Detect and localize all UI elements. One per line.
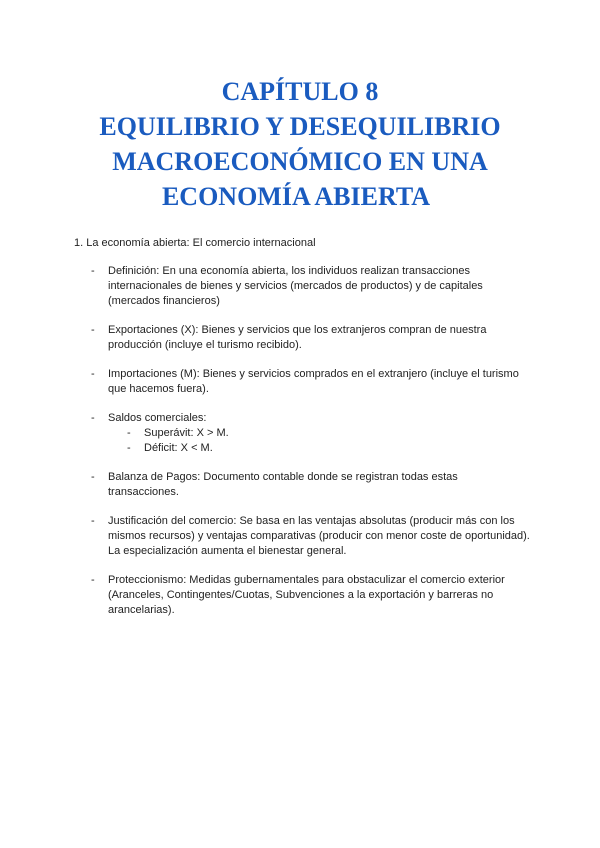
bullet-dash: - [91, 265, 95, 277]
sub-bullet-text: Déficit: X < M. [144, 442, 213, 454]
bullet-text: Balanza de Pagos: Documento contable donde se registran todas estas transacciones. [108, 471, 458, 498]
chapter-title [0, 74, 600, 214]
sub-bullet-item [127, 441, 531, 456]
bullet-text: Importaciones (M): Bienes y servicios comprados en el extranjero (incluye el turismo que hacemos fuera). [108, 368, 519, 395]
section-heading: 1. La economía abierta: El comercio internacional [74, 237, 316, 249]
bullet-dash: - [91, 574, 95, 586]
bullet-item [91, 411, 531, 456]
chapter-title-line: EQUILIBRIO Y DESEQUILIBRIO [99, 112, 501, 141]
bullet-dash: - [91, 324, 95, 336]
bullet-dash: - [91, 412, 95, 424]
bullet-text: Saldos comerciales: [108, 412, 207, 424]
sub-bullet-list [108, 426, 531, 456]
bullet-item [91, 470, 531, 500]
bullet-dash: - [91, 471, 95, 483]
bullet-dash: - [91, 515, 95, 527]
bullet-text: Exportaciones (X): Bienes y servicios que los extranjeros compran de nuestra producción (incluye el turismo recibido). [108, 324, 487, 351]
bullet-dash: - [91, 368, 95, 380]
sub-bullet-item [127, 426, 531, 441]
chapter-title-line: CAPÍTULO 8 [221, 77, 379, 106]
bullet-item [91, 573, 531, 618]
chapter-title-line: ECONOMÍA ABIERTA [161, 182, 431, 211]
bullet-item [91, 514, 531, 559]
bullet-text: Proteccionismo: Medidas gubernamentales para obstaculizar el comercio exterior (Aranceles, Contingentes/Cuotas, Subvenciones a la exportación y barreras no arancelarias). [108, 574, 505, 616]
bullet-list [91, 264, 531, 632]
bullet-text: Justificación del comercio: Se basa en las ventajas absolutas (producir más con los mismos recursos) y ventajas comparativas (producir con menor coste de oportunidad). La especialización aumenta el bienestar general. [108, 515, 530, 557]
bullet-item [91, 264, 531, 309]
sub-bullet-text: Superávit: X > M. [144, 427, 229, 439]
sub-bullet-dash: - [127, 427, 131, 439]
sub-bullet-dash: - [127, 442, 131, 454]
chapter-title-line: MACROECONÓMICO EN UNA [112, 147, 488, 176]
bullet-item [91, 367, 531, 397]
bullet-text: Definición: En una economía abierta, los individuos realizan transacciones internacionales de bienes y servicios (mercados de productos) y de capitales (mercados financieros) [108, 265, 483, 307]
bullet-item [91, 323, 531, 353]
